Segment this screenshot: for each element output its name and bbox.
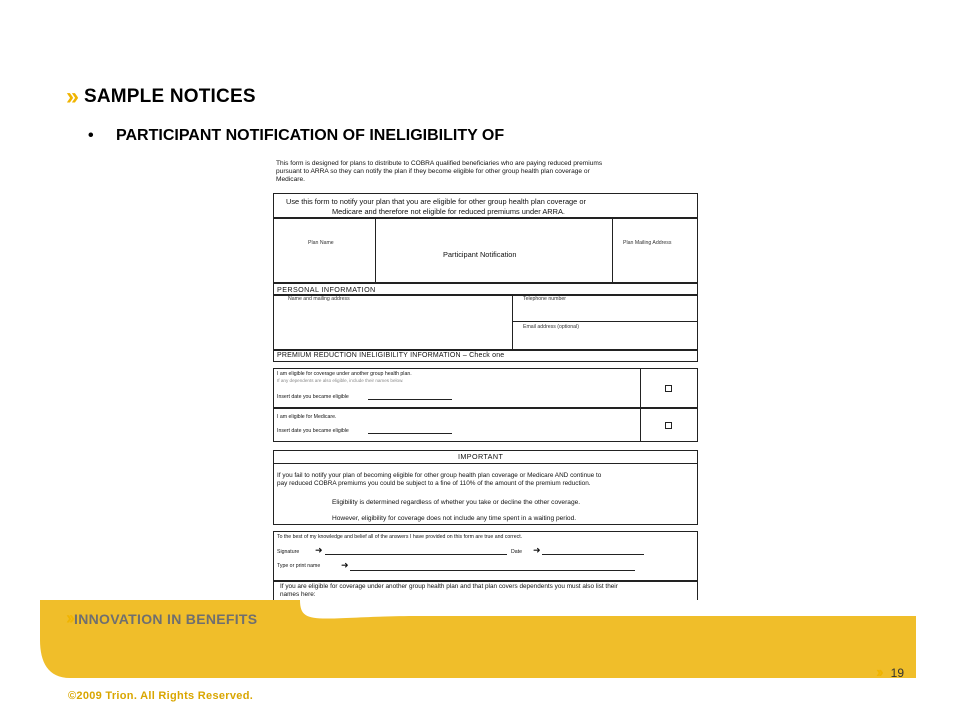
important-text: pay reduced COBRA premiums you could be subject to a fine of 110% of the amount of the premium reduction. (277, 480, 591, 487)
name-address-label: Name and mailing address (288, 296, 350, 302)
date-line[interactable] (542, 554, 644, 555)
important-text: Eligibility is determined regardless of whether you take or decline the other coverage. (332, 499, 581, 506)
arrow-icon: ➜ (341, 560, 349, 570)
certify-text: To the best of my knowledge and belief all of the answers I have provided on this form are true and correct. (277, 534, 523, 540)
signature-label: Signature (277, 549, 300, 555)
chevron-icon: ›› (66, 83, 76, 110)
bullet-item (88, 127, 504, 145)
participant-notification-label: Participant Notification (443, 250, 517, 259)
form-intro-line: This form is designed for plans to distribute to COBRA qualified beneficiaries who are paying reduced premiums (276, 160, 603, 167)
option-medicare-date-label: Insert date you became eligible (277, 428, 349, 434)
important-header: IMPORTANT (458, 452, 504, 461)
bullet-text: PARTICIPANT NOTIFICATION OF INELIGIBILITY OF (116, 127, 505, 144)
telephone-label: Telephone number (523, 296, 566, 302)
chevron-icon: ›› (876, 664, 881, 681)
arrow-icon: ➜ (533, 545, 541, 555)
dependents-text: If you are eligible for coverage under another group health plan and that plan covers dependents you must also list their (280, 583, 618, 590)
personal-info-box (273, 295, 698, 350)
arrow-icon: ➜ (315, 545, 323, 555)
print-name-label: Type or print name (277, 563, 321, 569)
option-group-plan-note: If any dependents are also eligible, include their names below. (277, 378, 404, 383)
dependents-text: names here: (280, 591, 316, 598)
slide-title-row (66, 84, 256, 110)
option-medicare-box (273, 408, 698, 442)
plan-mailing-label: Plan Mailing Address (623, 240, 672, 246)
email-label: Email address (optional) (523, 324, 579, 330)
personal-info-header: PERSONAL INFORMATION (277, 285, 376, 294)
medicare-checkbox[interactable] (665, 422, 672, 429)
plan-name-label: Plan Name (308, 240, 334, 246)
option-medicare-text: I am eligible for Medicare. (277, 414, 337, 420)
page-title: SAMPLE NOTICES (83, 86, 256, 107)
page-number-row (876, 664, 904, 682)
option-group-plan-text: I am eligible for coverage under another group health plan. (277, 371, 412, 377)
signature-line[interactable] (325, 554, 507, 555)
form-intro-line: pursuant to ARRA so they can notify the plan if they become eligible for other group health plan coverage or (276, 168, 590, 175)
participant-notification-form (270, 158, 700, 600)
option-group-plan-date-label: Insert date you became eligible (277, 394, 349, 400)
important-text: However, eligibility for coverage does not include any time spent in a waiting period. (332, 515, 577, 522)
bullet-icon: • (88, 127, 94, 144)
form-intro-line: Medicare. (276, 176, 305, 183)
use-form-line: Medicare and therefore not eligible for reduced premiums under ARRA. (332, 207, 565, 216)
page-number: 19 (890, 666, 905, 680)
brand-text: INNOVATION IN BENEFITS (74, 610, 258, 627)
important-text: If you fail to notify your plan of becoming eligible for other group health plan coverage or Medicare AND continue to (277, 472, 602, 479)
use-form-line: Use this form to notify your plan that you are eligible for other group health plan coverage or (286, 197, 586, 206)
copyright: ©2009 Trion. All Rights Reserved. (68, 690, 254, 702)
print-name-line[interactable] (350, 570, 635, 571)
chevron-icon: ›› (66, 608, 72, 628)
group-plan-checkbox[interactable] (665, 385, 672, 392)
date-label: Date (511, 549, 522, 555)
footer-brand (66, 608, 257, 629)
ineligibility-header: PREMIUM REDUCTION INELIGIBILITY INFORMATION – Check one (277, 352, 505, 359)
